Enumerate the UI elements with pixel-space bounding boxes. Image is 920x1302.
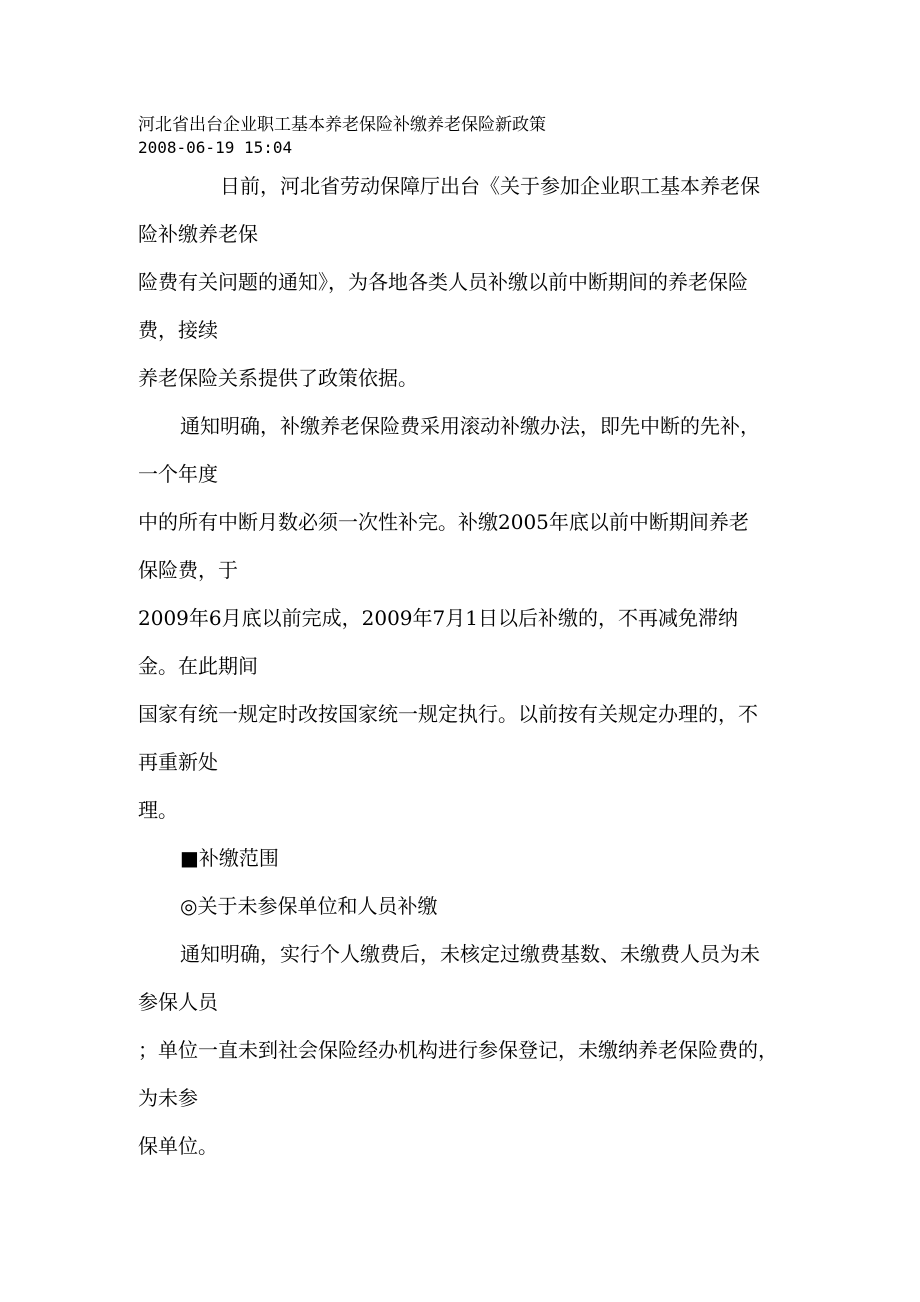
paragraph-line: 险费有关问题的通知》，为各地各类人员补缴以前中断期间的养老保险 [138, 270, 748, 294]
paragraph-line: 保单位。 [138, 1134, 218, 1158]
paragraph-line: 国家有统一规定时改按国家统一规定执行。以前按有关规定办理的，不 [138, 702, 758, 726]
paragraph-line: 保险费，于 [138, 558, 238, 582]
paragraph-line: ；单位一直未到社会保险经办机构进行参保登记，未缴纳养老保险费的， [138, 1038, 778, 1062]
paragraph-line: 日前，河北省劳动保障厅出台《关于参加企业职工基本养老保 [220, 174, 760, 198]
document-title: 河北省出台企业职工基本养老保险补缴养老保险新政策 [138, 115, 546, 135]
paragraph-line: 费，接续 [138, 318, 218, 342]
paragraph-line: 险补缴养老保 [138, 222, 258, 246]
paragraph-line: 参保人员 [138, 990, 218, 1014]
paragraph-line: 通知明确，补缴养老保险费采用滚动补缴办法，即先中断的先补， [180, 414, 760, 438]
section-heading: ■补缴范围 [180, 846, 279, 870]
paragraph-line: 2009年6月底以前完成，2009年7月1日以后补缴的，不再减免滞纳 [138, 606, 738, 630]
paragraph-line: 金。在此期间 [138, 654, 258, 678]
subsection-heading: ◎关于未参保单位和人员补缴 [180, 894, 438, 918]
paragraph-line: 为未参 [138, 1086, 198, 1110]
paragraph-line: 再重新处 [138, 750, 218, 774]
paragraph-line: 理。 [138, 798, 178, 822]
paragraph-line: 通知明确，实行个人缴费后，未核定过缴费基数、未缴费人员为未 [180, 942, 760, 966]
paragraph-line: 一个年度 [138, 462, 218, 486]
document-date: 2008-06-19 15:04 [138, 138, 293, 157]
paragraph-line: 中的所有中断月数必须一次性补完。补缴2005年底以前中断期间养老 [138, 510, 749, 534]
paragraph-line: 养老保险关系提供了政策依据。 [138, 366, 418, 390]
